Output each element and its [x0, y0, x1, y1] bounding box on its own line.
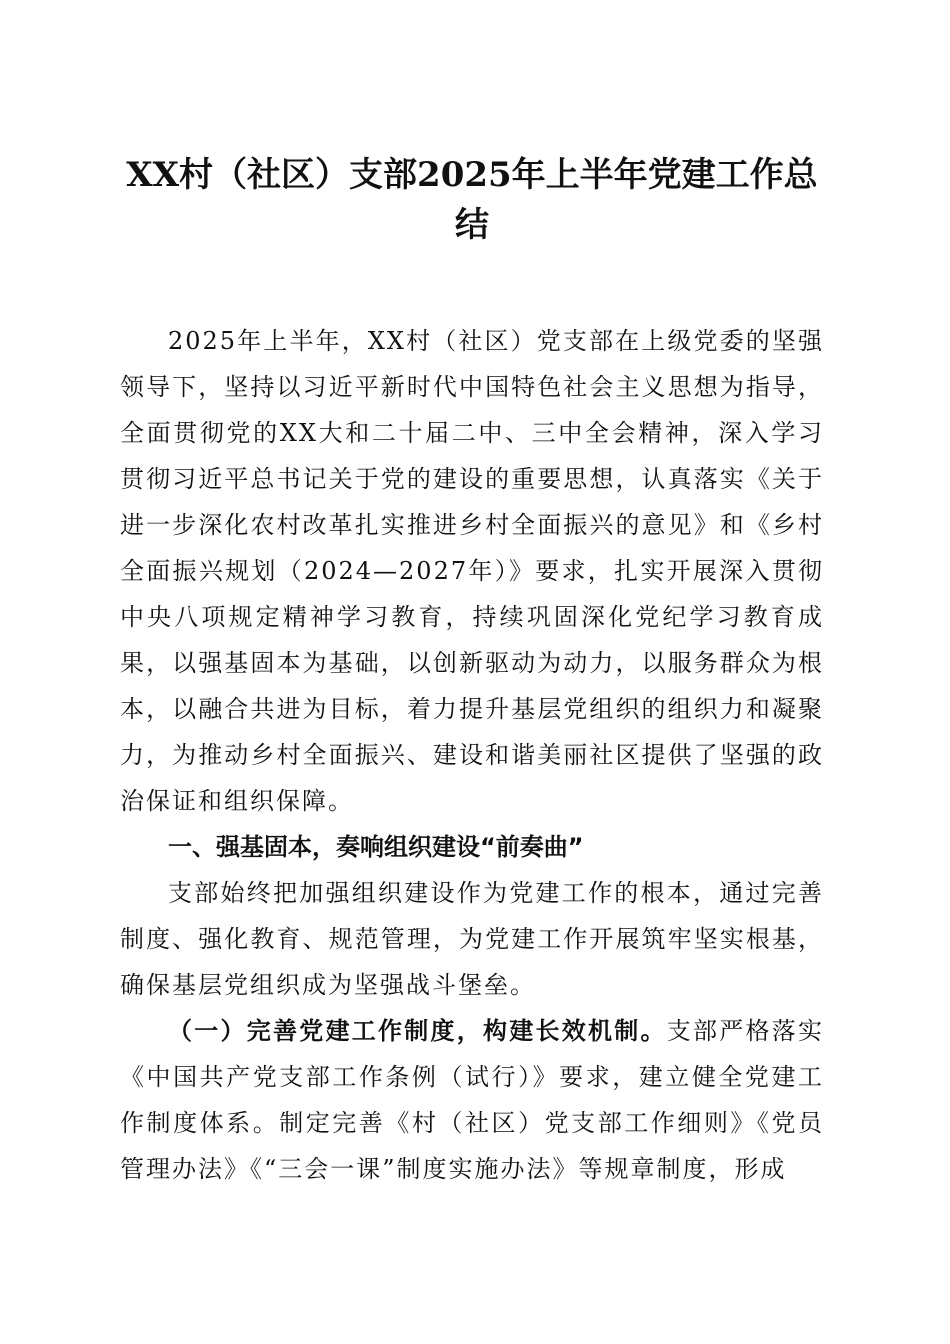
subsection-1-paragraph — [120, 1008, 824, 1192]
document-body — [120, 318, 824, 1192]
section-1-paragraph: 支部始终把加强组织建设作为党建工作的根本，通过完善制度、强化教育、规范管理，为党建工作开展筑牢坚实根基，确保基层党组织成为坚强战斗堡垒。 — [120, 879, 824, 999]
subsection-1-heading: （一）完善党建工作制度，构建长效机制。 — [168, 1016, 667, 1045]
document-title: XX村（社区）支部2025年上半年党建工作总结 — [126, 155, 818, 245]
subsection-1-text: 支部严格落实《中国共产党支部工作条例（试行）》要求，建立健全党建工作制度体系。制定完善《村（社区）党支部工作细则》《党员管理办法》《“三会一课”制度实施办法》等规章制度，形成 — [120, 1017, 824, 1183]
section-1-heading: 一、强基固本，奏响组织建设“前奏曲” — [168, 833, 584, 861]
document-page — [120, 150, 824, 1192]
intro-paragraph: 2025年上半年，XX村（社区）党支部在上级党委的坚强领导下，坚持以习近平新时代中国特色社会主义思想为指导，全面贯彻党的XX大和二十届二中、三中全会精神，深入学习贯彻习近平总书记关于党的建设的重要思想，认真落实《关于进一步深化农村改革扎实推进乡村全面振兴的意见》和《乡村全面振兴规划（2024—2027年）》要求，扎实开展深入贯彻中央八项规定精神学习教育，持续巩固深化党纪学习教育成果，以强基固本为基础，以创新驱动为动力，以服务群众为根本，以融合共进为目标，着力提升基层党组织的组织力和凝聚力，为推动乡村全面振兴、建设和谐美丽社区提供了坚强的政治保证和组织保障。 — [120, 327, 824, 815]
